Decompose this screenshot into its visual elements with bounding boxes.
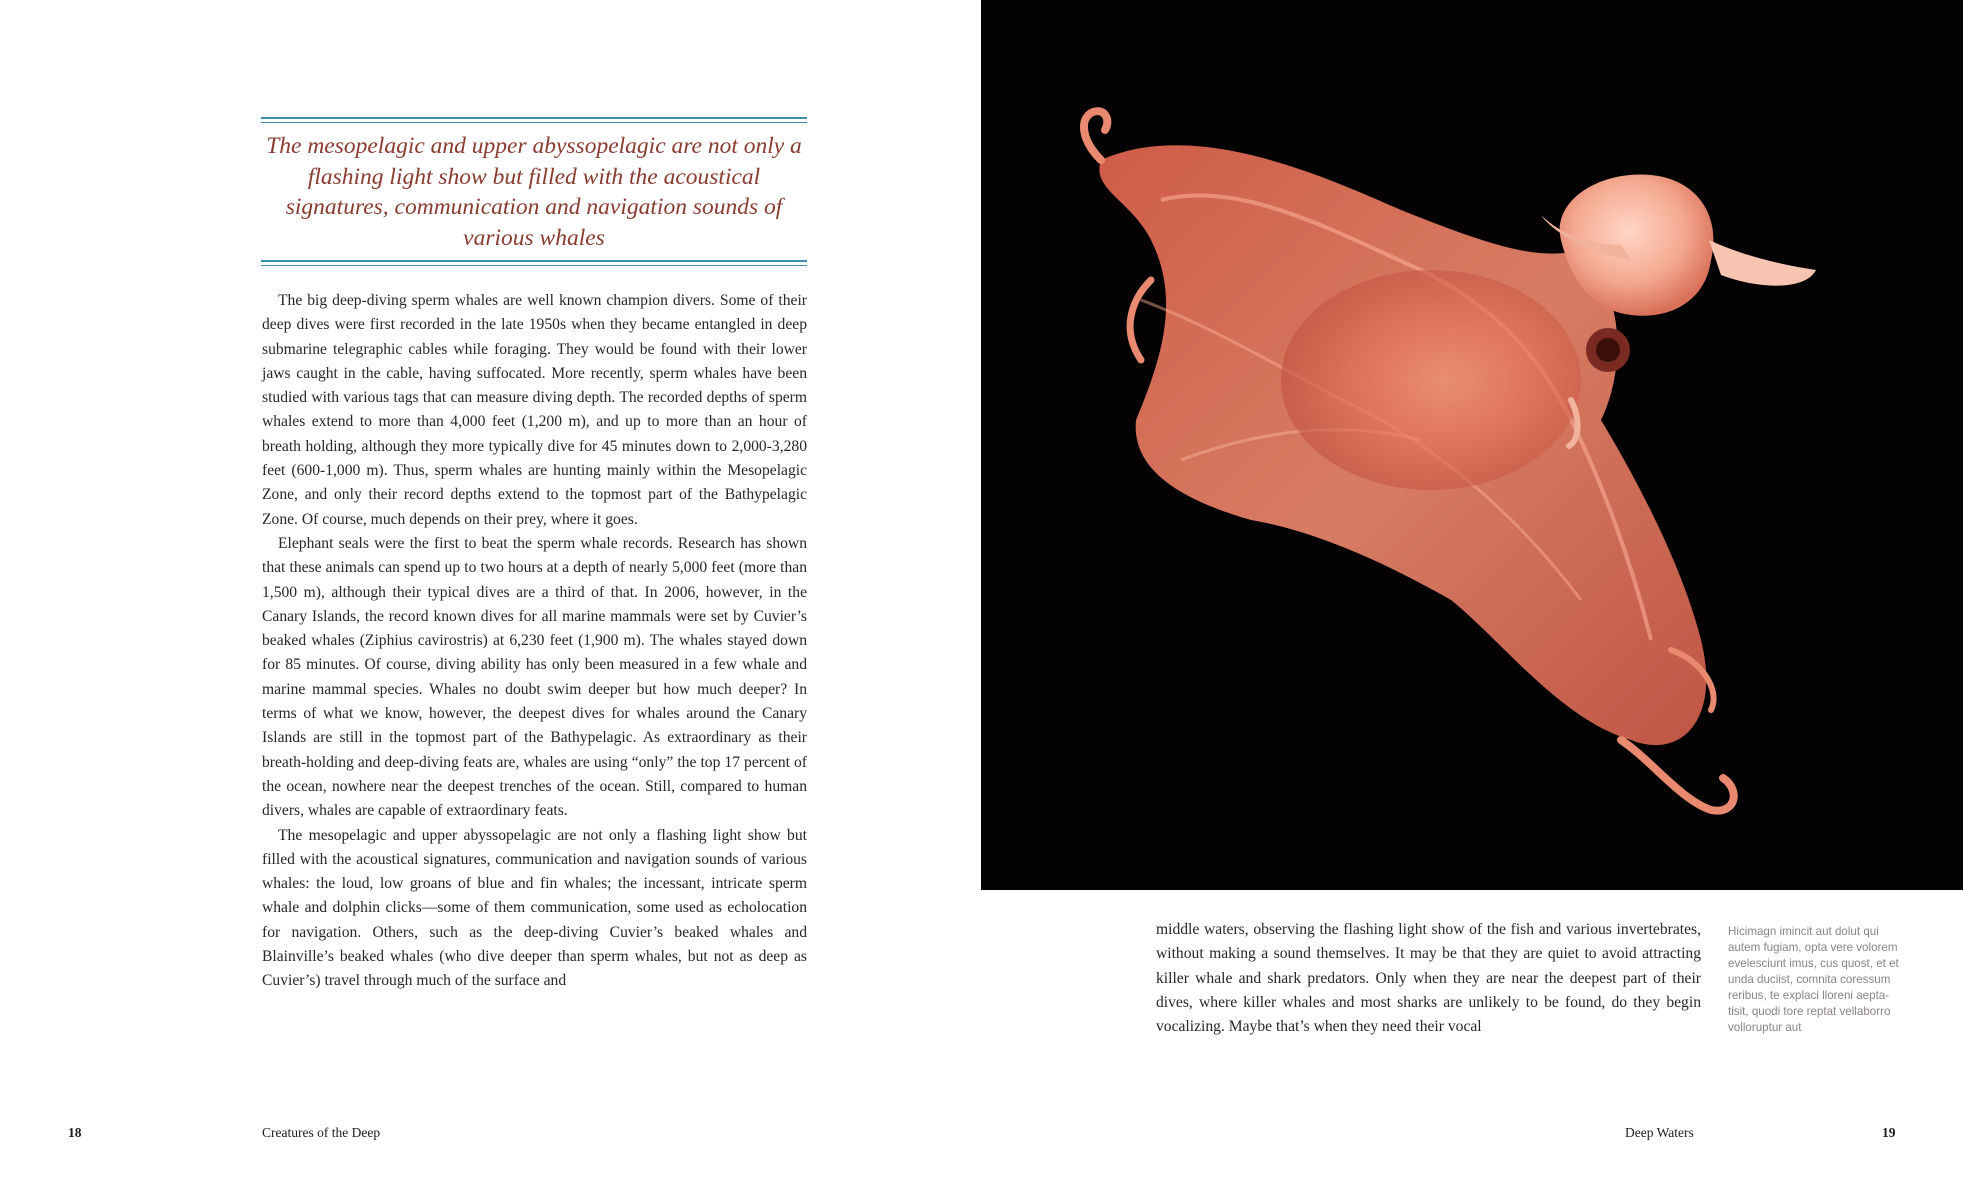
octopus-photo [981, 0, 1963, 890]
pull-quote-bottom-rule [261, 260, 807, 266]
right-body-column [1156, 918, 1701, 1039]
body-paragraph: The mesopelagic and upper abyssopelagic are not only a flashing light show but filled with the acoustical signatures, communication and navigation sounds of various whales: the loud, low groans of blue and fin whales; the incessant, intricate sperm whale and dolphin clicks—some of them communication, some used as echolocation for navigation. Others, such as the deep-diving Cuvier’s beaked whales and Blainville’s beaked whales (who dive deeper than sperm whales, but not as deep as Cuvier’s) travel through much of the surface and [262, 826, 807, 990]
pull-quote [261, 117, 807, 266]
body-paragraph: The big deep-diving sperm whales are well known champion divers. Some of their deep dives were first recorded in the late 1950s when they became entangled in deep submarine telegraphic cables while foraging. They would be found with their lower jaws caught in the cable, having suffocated. More recently, sperm whales have been studied with various tags that can measure diving depth. The recorded depths of sperm whales extend to more than 4,000 feet (1,200 m), and up to more than an hour of breath holding, although they more typically dive for 45 minutes down to 2,000-3,280 feet (600-1,000 m). Thus, sperm whales are hunting mainly within the Mesopelagic Zone, and only their record depths extend to the topmost part of the Bathypelagic Zone. Of course, much depends on their prey, where it goes. [262, 292, 807, 528]
margin-note: Hicimagn imincit aut dolut qui autem fugiam, opta vere volorem evelesciunt imus, cus quost, et et unda duciist, comnita coressum reribus, te explaci lloreni aepta-tisit, quodi tore reptat vellaborro volloruptur aut [1728, 925, 1899, 1034]
left-running-head: Creatures of the Deep [262, 1125, 381, 1140]
right-running-head: Deep Waters [1625, 1125, 1694, 1140]
left-page-number: 18 [68, 1125, 82, 1140]
right-page-number: 19 [1882, 1125, 1896, 1140]
left-body-column [262, 289, 807, 994]
dumbo-octopus-illustration [981, 0, 1963, 890]
pull-quote-text: The mesopelagic and upper abyssopelagic are not only a flashing light show but filled with the acoustical signatures, communication and navigation sounds of various whales [266, 133, 802, 251]
body-paragraph: middle waters, observing the flashing light show of the fish and various invertebrates, without making a sound themselves. It may be that they are quiet to avoid attracting killer whale and shark predators. Only when they are near the deepest part of their dives, where killer whales and most sharks are unlikely to be found, do they begin vocalizing. Maybe that’s when they need their vocal [1156, 921, 1701, 1036]
left-page [0, 0, 981, 1200]
body-paragraph: Elephant seals were the first to beat the sperm whale records. Research has shown that these animals can spend up to two hours at a depth of nearly 5,000 feet (more than 1,500 m), although their typical dives are a third of that. In 2006, however, in the Canary Islands, the record known dives for all marine mammals were set by Cuvier’s beaked whales (Ziphius cavirostris) at 6,230 feet (1,900 m). The whales stayed down for 85 minutes. Of course, diving ability has only been measured in a few whale and marine mammal species. Whales no doubt swim deeper but how much deeper? In terms of what we know, however, the deepest dives for whales around the Canary Islands are still in the topmost part of the Bathypelagic. As extraordinary as their breath-holding and deep-diving feats are, whales are using “only” the top 17 percent of the ocean, nowhere near the deepest trenches of the ocean. Still, compared to human divers, whales are capable of extraordinary feats. [262, 534, 807, 820]
